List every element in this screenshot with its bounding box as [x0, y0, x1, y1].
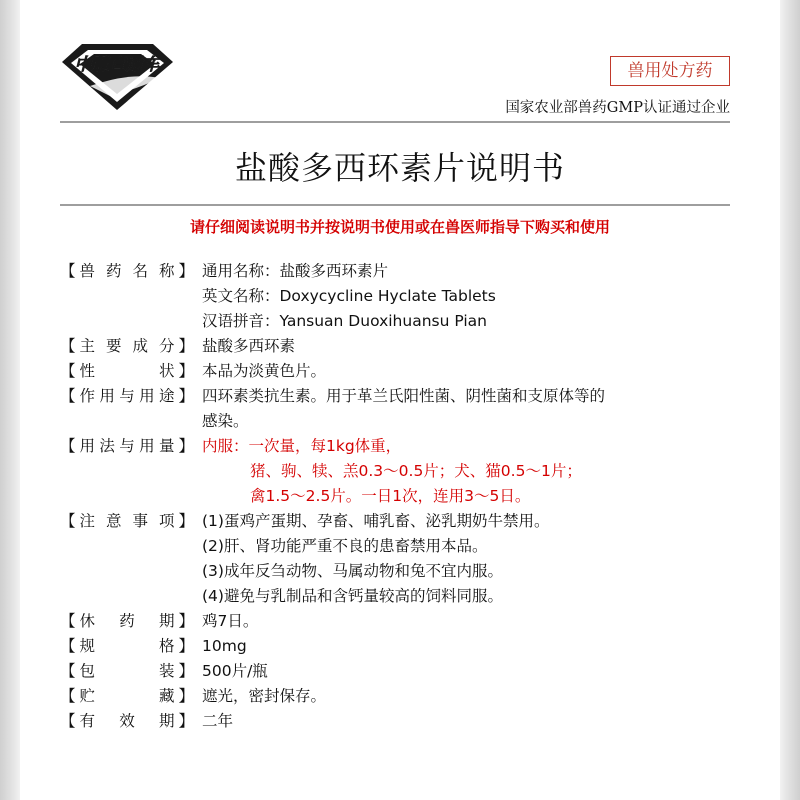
value-notes — [202, 509, 750, 609]
label-char: 量 — [158, 437, 175, 455]
value-validity: 二年 — [202, 712, 234, 730]
label-char: 状 — [158, 362, 175, 380]
prescription-badge: 兽用处方药 — [610, 56, 730, 86]
label-char: 注 — [79, 512, 96, 530]
label-char: 项 — [158, 512, 175, 530]
row-appearance — [60, 359, 750, 384]
label-char: 规 — [79, 637, 96, 655]
dosage-line: 猪、驹、犊、羔0.3～0.5片；犬、猫0.5～1片； — [250, 462, 582, 480]
note-item: (4)避免与乳制品和含钙量较高的饲料同服。 — [202, 587, 503, 605]
function-line: 感染。 — [202, 412, 249, 430]
value-appearance: 本品为淡黄色片。 — [202, 362, 327, 380]
brand-logo — [60, 42, 175, 112]
label-text — [76, 659, 179, 684]
value-ingredient: 盐酸多西环素 — [202, 337, 296, 355]
row-function — [60, 384, 750, 434]
label-package: 【 包 装 】 — [60, 659, 202, 684]
label-text — [76, 609, 179, 634]
label-char: 分 — [158, 337, 175, 355]
english-name: 英文名称：Doxycycline Hyclate Tablets — [202, 287, 496, 305]
label-char: 药 — [119, 612, 135, 630]
row-ingredient — [60, 334, 750, 359]
row-package — [60, 659, 750, 684]
value-dosage — [202, 434, 750, 509]
page-title: 盐酸多西环素片说明书 — [234, 149, 565, 187]
label-text — [76, 509, 179, 609]
note-item: (2)肝、肾功能严重不良的患畜禁用本品。 — [202, 537, 488, 555]
label-char: 与 — [119, 387, 135, 405]
value-storage: 遮光，密封保存。 — [202, 687, 327, 705]
label-notes: 【 注 意 事 项 】 — [60, 509, 202, 609]
label-char: 休 — [79, 612, 96, 630]
row-spec — [60, 634, 750, 659]
label-char: 主 — [79, 337, 96, 355]
divider-top — [60, 121, 730, 123]
label-appearance: 【 性 状 】 — [60, 359, 202, 384]
label-function: 【 作 用 与 用 途 】 — [60, 384, 202, 434]
dosage-line: 内服：一次量，每1kg体重， — [202, 437, 402, 455]
row-validity — [60, 709, 750, 734]
label-text — [76, 359, 179, 384]
label-char: 与 — [119, 437, 135, 455]
label-char: 格 — [158, 637, 175, 655]
value-withdrawal: 鸡7日。 — [202, 612, 259, 630]
note-item: (3)成年反刍动物、马属动物和兔不宜内服。 — [202, 562, 503, 580]
pinyin-name: 汉语拼音：Yansuan Duoxihuansu Pian — [202, 312, 487, 330]
label-text — [76, 709, 179, 734]
label-char: 期 — [158, 712, 175, 730]
label-char: 事 — [132, 512, 148, 530]
row-notes — [60, 509, 750, 609]
function-line: 四环素类抗生素。用于革兰氏阳性菌、阴性菌和支原体等的 — [202, 387, 606, 405]
row-dosage — [60, 434, 750, 509]
dosage-line: 禽1.5～2.5片。一日1次，连用3～5日。 — [250, 487, 531, 505]
label-char: 用 — [139, 437, 155, 455]
label-char: 药 — [106, 262, 122, 280]
value-spec: 10mg — [202, 637, 247, 655]
label-char: 用 — [79, 437, 96, 455]
label-char: 兽 — [79, 262, 96, 280]
gmp-certification-line: 国家农业部兽药GMP认证通过企业 — [505, 100, 730, 116]
label-char: 称 — [158, 262, 175, 280]
label-text — [76, 384, 179, 434]
label-spec: 【 规 格 】 — [60, 634, 202, 659]
label-char: 法 — [99, 437, 115, 455]
label-text — [76, 634, 179, 659]
row-storage — [60, 684, 750, 709]
label-char: 用 — [139, 387, 155, 405]
label-char: 有 — [79, 712, 96, 730]
usage-warning: 请仔细阅读说明书并按说明书使用或在兽医师指导下购买和使用 — [189, 218, 610, 236]
value-package: 500片/瓶 — [202, 662, 268, 680]
label-char: 包 — [79, 662, 96, 680]
label-char: 性 — [79, 362, 96, 380]
label-char: 装 — [158, 662, 175, 680]
label-char: 期 — [158, 612, 175, 630]
label-text — [76, 334, 179, 359]
generic-name: 通用名称：盐酸多西环素片 — [202, 262, 389, 280]
label-text — [76, 434, 179, 509]
document-page — [20, 0, 780, 800]
label-char: 效 — [119, 712, 135, 730]
label-char: 贮 — [79, 687, 96, 705]
instruction-table — [60, 259, 750, 734]
label-ingredient: 【 主 要 成 分 】 — [60, 334, 202, 359]
label-validity: 【 有 效 期 】 — [60, 709, 202, 734]
label-storage: 【 贮 藏 】 — [60, 684, 202, 709]
logo-text: 中慧直通车 — [74, 55, 160, 75]
value-function — [202, 384, 750, 434]
label-char: 作 — [79, 387, 96, 405]
value-drug-name — [202, 259, 750, 334]
label-char: 藏 — [158, 687, 175, 705]
label-drug-name: 【 兽 药 名 称 】 — [60, 259, 202, 334]
label-char: 意 — [106, 512, 122, 530]
label-char: 成 — [132, 337, 148, 355]
label-withdrawal: 【 休 药 期 】 — [60, 609, 202, 634]
label-char: 用 — [99, 387, 115, 405]
row-drug-name — [60, 259, 750, 334]
note-item: (1)蛋鸡产蛋期、孕畜、哺乳畜、泌乳期奶牛禁用。 — [202, 512, 550, 530]
label-char: 途 — [158, 387, 175, 405]
label-text — [76, 259, 179, 334]
label-dosage: 【 用 法 与 用 量 】 — [60, 434, 202, 509]
label-char: 要 — [106, 337, 122, 355]
label-char: 名 — [132, 262, 148, 280]
divider-title — [60, 204, 730, 206]
label-text — [76, 684, 179, 709]
row-withdrawal — [60, 609, 750, 634]
